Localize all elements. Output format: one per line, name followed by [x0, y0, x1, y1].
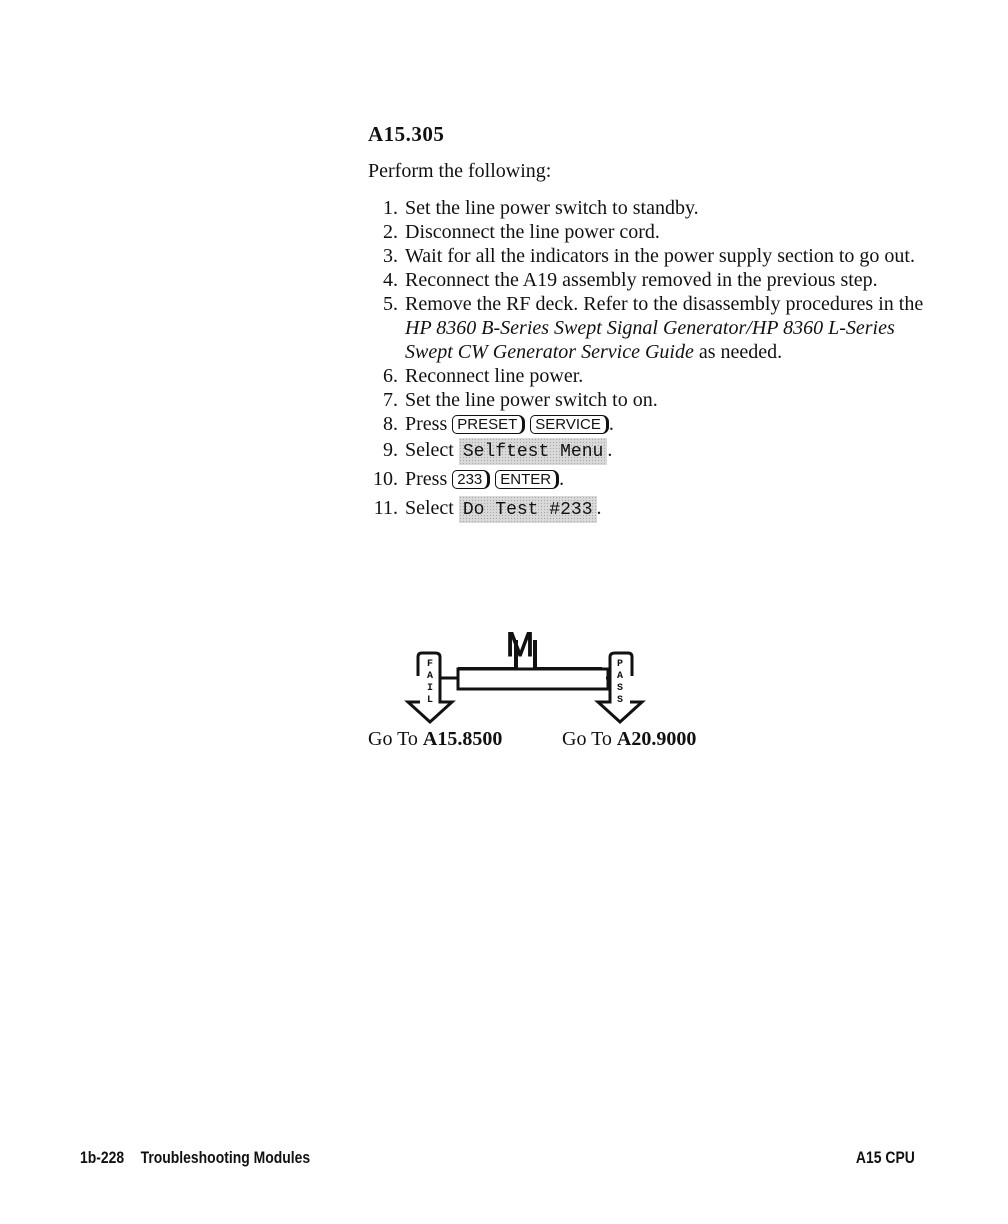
- do-test-softkey: Do Test #233: [459, 496, 597, 523]
- step-4: [368, 268, 928, 292]
- pass-prefix: Go To: [562, 728, 617, 750]
- step-end: .: [608, 413, 614, 435]
- page-number: 1b-228: [80, 1148, 125, 1167]
- pass-target: A20.9000: [616, 728, 697, 750]
- section-heading: A15.305: [368, 122, 445, 146]
- pass-letter: S: [616, 683, 624, 694]
- pass-destination: [562, 728, 696, 751]
- step-text: Reconnect the A19 assembly removed in the previous step.: [405, 269, 878, 291]
- step-end: .: [607, 439, 613, 461]
- step-text: Set the line power switch to on.: [405, 389, 658, 411]
- step-3: [368, 244, 928, 268]
- flowchart-bar: [458, 669, 608, 689]
- fail-letter: A: [426, 671, 434, 682]
- step-number: 11.: [373, 497, 398, 519]
- step-number: 1.: [383, 197, 398, 219]
- fail-letter: L: [426, 695, 434, 706]
- step-number: 8.: [383, 413, 398, 435]
- step-text: Reconnect line power.: [405, 365, 584, 387]
- footer-left: [80, 1148, 310, 1168]
- step-text: Select: [405, 439, 459, 461]
- step-11: [368, 494, 928, 523]
- step-text: Disconnect the line power cord.: [405, 221, 660, 243]
- intro-text: Perform the following:: [368, 160, 552, 182]
- number-233-key: 233: [452, 470, 490, 489]
- fail-destination: [368, 728, 502, 751]
- procedure-steps: [368, 196, 928, 523]
- step-end: .: [559, 468, 565, 490]
- step-text: Press: [405, 413, 453, 435]
- step-10: [368, 465, 928, 494]
- step-text: Remove the RF deck. Refer to the disassembly procedures in the: [405, 293, 924, 315]
- pass-letter: S: [616, 695, 624, 706]
- step-number: 7.: [383, 389, 398, 411]
- step-number: 4.: [383, 269, 398, 291]
- step-2: [368, 220, 928, 244]
- step-6: [368, 364, 928, 388]
- footer-section: Troubleshooting Modules: [140, 1148, 311, 1167]
- step-9: [368, 436, 928, 465]
- fail-target: A15.8500: [422, 728, 503, 750]
- step-number: 5.: [383, 293, 398, 315]
- service-key: SERVICE: [530, 415, 609, 434]
- flowchart-m-label: M: [505, 626, 535, 664]
- step-text: Set the line power switch to standby.: [405, 197, 699, 219]
- step-text-end: as needed.: [693, 341, 783, 363]
- pass-fail-flowchart: [380, 622, 670, 727]
- service-guide-title: HP 8360 B-Series Swept Signal Generator/HP 8360 L-Series Swept CW Generator Service Guide: [405, 317, 895, 363]
- footer-chapter: A15 CPU: [856, 1148, 915, 1167]
- fail-letter: I: [426, 683, 434, 694]
- enter-key: ENTER: [495, 470, 559, 489]
- step-5: [368, 292, 928, 364]
- step-text: Wait for all the indicators in the power supply section to go out.: [405, 245, 915, 267]
- step-end: .: [596, 497, 602, 519]
- step-number: 9.: [383, 439, 398, 461]
- step-number: 10.: [373, 468, 398, 490]
- fail-prefix: Go To: [368, 728, 423, 750]
- step-text: Select: [405, 497, 459, 519]
- pass-letter: P: [616, 659, 624, 670]
- step-number: 2.: [383, 221, 398, 243]
- fail-letter: F: [426, 659, 434, 670]
- step-text: Press: [405, 468, 453, 490]
- step-number: 6.: [383, 365, 398, 387]
- step-8: [368, 412, 928, 436]
- step-7: [368, 388, 928, 412]
- step-number: 3.: [383, 245, 398, 267]
- pass-letter: A: [616, 671, 624, 682]
- selftest-menu-softkey: Selftest Menu: [459, 438, 607, 465]
- preset-key: PRESET: [452, 415, 525, 434]
- step-1: [368, 196, 928, 220]
